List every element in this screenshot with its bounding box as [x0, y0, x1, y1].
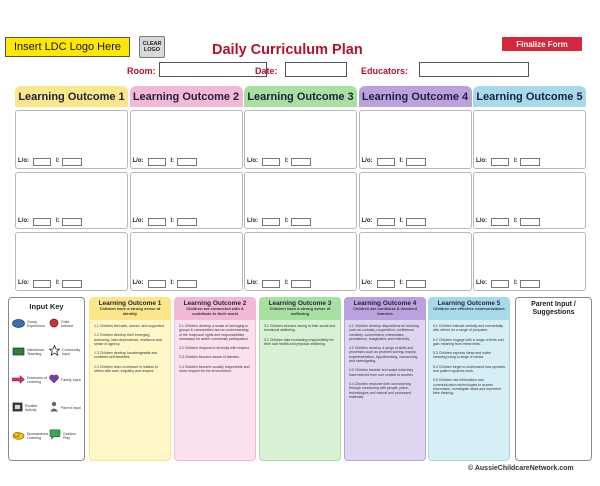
outcome-panel-title: Learning Outcome 4 [353, 300, 417, 307]
column-header-outcome-4: Learning Outcome 4 [359, 86, 472, 107]
column-header-outcome-1: Learning Outcome 1 [15, 86, 128, 107]
outcome-panel-title: Learning Outcome 1 [98, 300, 162, 307]
outcome-item: 5.3 Children express ideas and make meaning using a range of media. [433, 351, 491, 360]
person-icon [49, 399, 59, 417]
outcome-item: 2.1 Children develop a sense of belonging to groups & communities and an understanding of the reciprocal rights and responsibilities necessary for active community participation. [179, 324, 249, 341]
lo-input[interactable] [262, 158, 280, 166]
lo-input[interactable] [148, 218, 166, 226]
lo-input[interactable] [33, 280, 51, 288]
i-input[interactable] [406, 280, 426, 288]
lo-input[interactable] [377, 280, 395, 288]
i-input[interactable] [291, 280, 311, 288]
outcome-panel-body [90, 321, 170, 460]
i-input[interactable] [62, 158, 82, 166]
outcome-item: 5.5 Children use information and communication technologies to access information, investigate ideas and represent their thinking. [433, 378, 501, 396]
outcome-item: 5.4 Children begin to understand how symbols and pattern systems work. [433, 364, 505, 374]
room-label: Room: [127, 66, 156, 76]
plan-cell[interactable] [359, 110, 472, 169]
cloud-icon [12, 427, 25, 445]
i-input[interactable] [177, 218, 197, 226]
date-input[interactable] [285, 62, 347, 77]
outcome-item: 3.2 Children take increasing responsibility for their own health and physical wellbeing. [264, 337, 334, 346]
outcome-panel-header [175, 298, 255, 320]
outcome-item: 1.2 Children develop their emerging autonomy, inter-dependence, resilience and sense of agency. [94, 333, 162, 346]
plan-cell[interactable] [15, 232, 128, 291]
i-label: I: [170, 218, 175, 224]
outcome-panel-subtitle: Children are confident & involved learners [353, 306, 417, 316]
key-item-label: Community Input [62, 348, 81, 356]
parent-input-panel[interactable] [515, 297, 592, 461]
outcome-panel-body [345, 321, 425, 460]
logo-placeholder[interactable]: Insert LDC Logo Here [5, 37, 130, 57]
key-item [49, 427, 83, 445]
key-item-label: Routine Activity [25, 404, 38, 412]
arrow-icon [12, 371, 25, 389]
i-label: I: [170, 158, 175, 164]
outcome-panel-5 [428, 297, 510, 461]
lo-label: L/o: [132, 280, 144, 286]
lo-label: L/o: [247, 158, 258, 164]
outcome-item: 1.1 Children feel safe, secure, and supported. [94, 324, 165, 328]
input-key-panel [8, 297, 85, 461]
outcome-item: 2.4 Children become socially responsible and show respect for the environment. [179, 364, 250, 374]
lo-label: L/o: [132, 158, 144, 164]
outcome-panel-body [429, 321, 509, 460]
outcome-panel-body [260, 321, 340, 460]
educators-label: Educators: [361, 66, 409, 76]
outcome-panel-subtitle: Children are connected with & contribute to their world [186, 306, 244, 316]
column-header-outcome-2: Learning Outcome 2 [130, 86, 243, 107]
outcome-panel-subtitle: Children have a strong sense of wellbeing [269, 306, 331, 316]
i-input[interactable] [291, 218, 311, 226]
column-header-outcome-5: Learning Outcome 5 [473, 86, 586, 107]
lo-input[interactable] [491, 280, 509, 288]
rectangle-icon [12, 343, 25, 361]
i-input[interactable] [406, 218, 426, 226]
plan-cell[interactable] [244, 232, 357, 291]
input-key-title: Input Key [29, 302, 64, 311]
key-item-label: Intentional Teaching [27, 348, 44, 356]
finalize-form-button[interactable]: Finalize Form [502, 37, 582, 51]
parent-input-title: Parent Input / Suggestions [531, 301, 576, 316]
outcome-item: 3.1 Children become strong in their social and emotional wellbeing. [264, 324, 336, 333]
i-label: I: [514, 218, 518, 224]
lo-label: L/o: [132, 218, 144, 224]
key-item [12, 399, 45, 417]
oval-icon [12, 315, 25, 333]
lo-label: L/o: [361, 218, 373, 224]
speech-bubble-icon [49, 427, 61, 445]
date-label: Date: [255, 66, 278, 76]
plan-cell[interactable] [359, 232, 472, 291]
plan-cell[interactable] [130, 110, 243, 169]
key-item-label: Extension of Learning [27, 376, 47, 384]
i-input[interactable] [406, 158, 426, 166]
lo-input[interactable] [33, 218, 51, 226]
key-item [49, 343, 82, 361]
outcome-panel-header [260, 298, 340, 320]
outcome-panel-3 [259, 297, 341, 461]
i-label: I: [285, 280, 289, 286]
i-input[interactable] [62, 280, 82, 288]
lo-input[interactable] [377, 158, 395, 166]
key-item [12, 315, 47, 333]
i-label: I: [399, 158, 404, 164]
lo-input[interactable] [33, 158, 51, 166]
copyright-text: © AussieChildcareNetwork.com [468, 465, 574, 472]
lo-label: L/o: [361, 280, 373, 286]
room-input[interactable] [159, 62, 267, 77]
i-label: I: [170, 280, 175, 286]
plan-cell[interactable] [473, 232, 586, 291]
lo-label: L/o: [476, 280, 487, 286]
outcome-panel-1 [89, 297, 171, 461]
i-input[interactable] [520, 158, 540, 166]
plan-cell[interactable] [473, 172, 586, 229]
star-icon [49, 343, 60, 361]
key-item-label: Outdoor Play [63, 432, 76, 440]
outcome-item: 5.1 Children interact verbally and nonverbally with others for a range of purposes. [433, 324, 504, 333]
i-label: I: [514, 158, 518, 164]
plan-cell[interactable] [130, 232, 243, 291]
page-title: Daily Curriculum Plan [212, 42, 363, 58]
key-item [49, 371, 81, 389]
outcome-item: 1.4 Children learn to interact in relation to others with care, empathy and respect. [94, 364, 159, 374]
outcome-panel-2 [174, 297, 256, 461]
plan-cell[interactable] [473, 110, 586, 169]
outcome-item: 5.2 Children engage with a range of texts and gain meaning from these texts. [433, 337, 504, 346]
circle-icon [49, 315, 59, 333]
lo-input[interactable] [491, 158, 509, 166]
i-label: I: [285, 158, 289, 164]
key-item [49, 399, 81, 417]
outcome-panel-header [345, 298, 425, 320]
i-label: I: [285, 218, 289, 224]
i-input[interactable] [177, 280, 197, 288]
lo-input[interactable] [262, 218, 280, 226]
outcome-item: 4.1 Children develop dispositions for learning such as curiosity, cooperation, confidence, creativity, commitment, enthusiasm, persistence, imagination and reflexivity. [349, 324, 419, 341]
i-label: I: [399, 218, 404, 224]
square-icon [12, 399, 23, 417]
outcome-panel-title: Learning Outcome 5 [437, 300, 501, 307]
column-header-outcome-3: Learning Outcome 3 [244, 86, 357, 107]
i-input[interactable] [520, 280, 540, 288]
key-item-label: Family Input [61, 378, 81, 382]
lo-label: L/o: [476, 158, 487, 164]
lo-input[interactable] [148, 280, 166, 288]
key-item [12, 343, 47, 361]
i-input[interactable] [177, 158, 197, 166]
i-input[interactable] [520, 218, 540, 226]
plan-cell[interactable] [244, 110, 357, 169]
plan-cell[interactable] [15, 172, 128, 229]
educators-input[interactable] [419, 62, 529, 77]
plan-cell[interactable] [359, 172, 472, 229]
lo-input[interactable] [262, 280, 280, 288]
i-label: I: [514, 280, 518, 286]
i-label: I: [56, 280, 60, 286]
key-item [12, 371, 47, 389]
curriculum-grid [15, 86, 586, 292]
plan-cell[interactable] [130, 172, 243, 229]
outcome-item: 2.3 Children become aware of fairness. [179, 355, 240, 360]
outcome-panel-header [429, 298, 509, 320]
lo-label: L/o: [476, 218, 487, 224]
lo-label: L/o: [247, 280, 258, 286]
key-item [12, 427, 47, 445]
lo-label: L/o: [18, 158, 29, 164]
i-label: I: [56, 158, 60, 164]
outcome-item: 4.4 Children resource their own learning through connecting with people, place, technologies and natural and processed materials. [349, 381, 412, 399]
outcome-panel-subtitle: Children have a strong sense of identity [99, 306, 161, 316]
outcome-panel-header [90, 298, 170, 320]
key-item [49, 315, 81, 333]
i-label: I: [56, 218, 60, 224]
outcome-panel-body [175, 321, 255, 460]
heart-icon [49, 371, 59, 389]
outcome-item: 1.3 Children develop knowledgeable and confident self identities. [94, 351, 158, 360]
lo-label: L/o: [247, 218, 258, 224]
key-item-label: Parent Input [61, 406, 81, 410]
outcome-panel-title: Learning Outcome 2 [183, 300, 247, 307]
plan-cell[interactable] [15, 110, 128, 169]
key-item-label: Spontaneous Learning [27, 432, 49, 440]
lo-input[interactable] [377, 218, 395, 226]
outcome-panel-4 [344, 297, 426, 461]
lo-label: L/o: [361, 158, 373, 164]
outcome-item: 2.2 Children respond to diversity with respect. [179, 346, 250, 351]
outcome-item: 4.3 Children transfer and adapt what they have learned from one context to another. [349, 368, 414, 377]
lo-input[interactable] [491, 218, 509, 226]
lo-input[interactable] [148, 158, 166, 166]
clear-logo-button[interactable]: CLEAR LOGO [139, 36, 165, 58]
outcome-item: 4.2 Children develop a range of skills and processes such as problem solving, inquiry, experimentation, hypothesising, researching and investigating. [349, 346, 418, 364]
outcome-panel-subtitle: Children are effective communicators [433, 306, 505, 311]
key-item-label: Child Interest [61, 320, 73, 328]
i-input[interactable] [291, 158, 311, 166]
outcome-panel-title: Learning Outcome 3 [268, 300, 332, 307]
lo-label: L/o: [18, 280, 29, 286]
plan-cell[interactable] [244, 172, 357, 229]
key-item-label: Group Experience [27, 320, 45, 328]
i-input[interactable] [62, 218, 82, 226]
lo-label: L/o: [18, 218, 29, 224]
i-label: I: [399, 280, 404, 286]
